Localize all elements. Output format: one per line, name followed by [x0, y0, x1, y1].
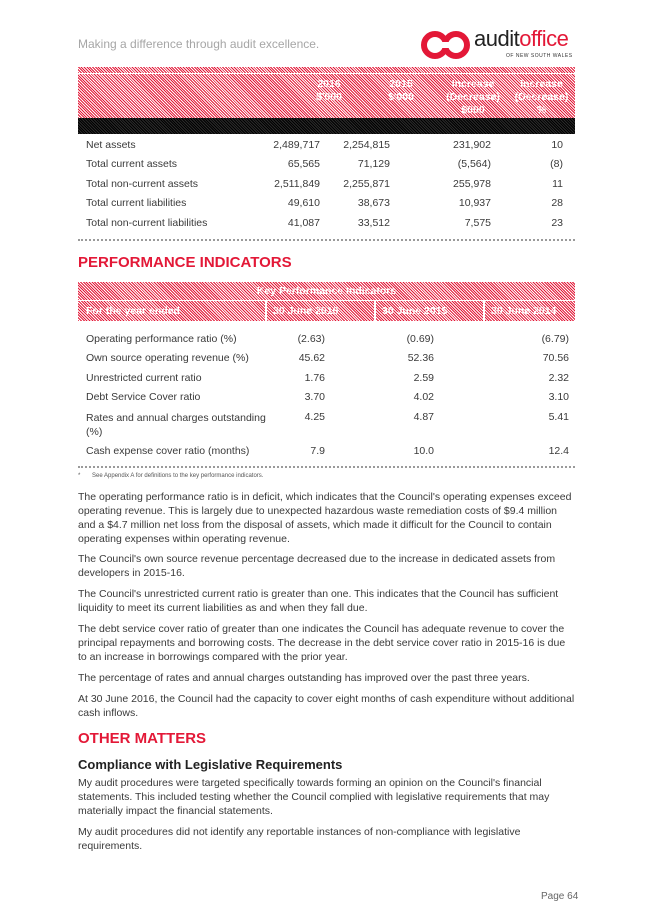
kpi-column-separator: [265, 301, 267, 321]
table-row: Net assets 2,489,717 2,254,815 231,902 10: [86, 139, 563, 151]
page-number: Page 64: [541, 891, 579, 902]
header-divider: [78, 67, 575, 73]
other-matters-paragraph: My audit procedures did not identify any reportable instances of non-compliance with legislative requirements.: [78, 826, 521, 852]
kpi-row: Operating performance ratio (%) (2.63) (0.69) (6.79): [86, 333, 569, 345]
performance-paragraph: The percentage of rates and annual charges outstanding has improved over the past three years.: [78, 672, 530, 684]
performance-section-title: PERFORMANCE INDICATORS: [78, 254, 292, 271]
table-row: Total current assets 65,565 71,129 (5,564) (8): [86, 158, 563, 170]
financial-table-subheader-bar: [78, 118, 575, 134]
kpi-table-title: Key Performance Indicators: [78, 282, 575, 300]
performance-paragraph: The operating performance ratio is in deficit, which indicates that the Council's operating expenses exceed operating revenue. This is largely due to unexpected hazardous waste remediation costs of $9.4 million and a $4.7 million net loss from the disposal of assets, which made it difficult for the Council to contain operating expenses within operating revenue.: [78, 491, 572, 545]
kpi-col-2014-header: 30 June 2014: [491, 305, 557, 317]
financial-table-header: [78, 74, 575, 118]
col-pct-header: Increase (Decrease) %: [514, 78, 569, 116]
kpi-row: Unrestricted current ratio 1.76 2.59 2.32: [86, 372, 569, 384]
performance-paragraph: The debt service cover ratio of greater than one indicates the Council has adequate revenue to cover the principal repayments and borrowing costs. The decrease in the debt service cover ratio in 2015-16 is due to an increase in borrowings compared with the prior year.: [78, 623, 566, 663]
other-matters-section-title: OTHER MATTERS: [78, 730, 207, 747]
kpi-table-header: [78, 301, 575, 321]
kpi-footnote: * See Appendix A for definitions to the key performance indicators.: [78, 473, 264, 479]
kpi-column-separator: [483, 301, 485, 321]
performance-paragraph: At 30 June 2016, the Council had the capacity to cover eight months of cash expenditure without additional cash inflows.: [78, 693, 575, 719]
col-2015-header: 2015 $'000: [388, 78, 414, 103]
kpi-row: Debt Service Cover ratio 3.70 4.02 3.10: [86, 391, 569, 403]
kpi-col-2016-header: 30 June 2016: [273, 305, 339, 317]
col-change-header: Increase (Decrease) $000: [446, 78, 500, 116]
other-matters-paragraph: My audit procedures were targeted specifically towards forming an opinion on the Council's financial statements. This included testing whether the Council complied with legislative requirements that may materially impact the financial statements.: [78, 777, 550, 817]
header-tagline: Making a difference through audit excellence.: [78, 37, 320, 51]
kpi-table-bottom-rule: [78, 466, 575, 468]
col-2016-header: 2016 $'000: [316, 78, 342, 103]
kpi-column-separator: [374, 301, 376, 321]
table-row: Total non-current liabilities 41,087 33,512 7,575 23: [86, 217, 563, 229]
audit-office-logo: [420, 26, 580, 66]
logo-mark-icon: [420, 28, 472, 62]
logo-wordmark: auditoffice: [474, 26, 569, 51]
kpi-row: Cash expense cover ratio (months) 7.9 10.0 12.4: [86, 445, 569, 457]
kpi-row: Rates and annual charges outstanding (%) 4.25 4.87 5.41: [86, 411, 569, 438]
performance-paragraph: The Council's unrestricted current ratio is greater than one. This indicates that the Council has sufficient liquidity to meet its current liabilities as and when they fall due.: [78, 588, 559, 614]
performance-paragraph: The Council's own source revenue percentage decreased due to the increase in dedicated assets from developers in 2015-16.: [78, 553, 556, 579]
kpi-col-year-header: For the year ended: [86, 305, 180, 317]
kpi-col-2015-header: 30 June 2015: [382, 305, 448, 317]
compliance-subheading: Compliance with Legislative Requirements: [78, 757, 343, 772]
logo-subtitle: OF NEW SOUTH WALES: [506, 53, 573, 59]
table-bottom-rule: [78, 239, 575, 241]
table-row: Total current liabilities 49,610 38,673 10,937 28: [86, 197, 563, 209]
table-row: Total non-current assets 2,511,849 2,255,871 255,978 11: [86, 178, 563, 190]
kpi-row: Own source operating revenue (%) 45.62 52.36 70.56: [86, 352, 569, 364]
